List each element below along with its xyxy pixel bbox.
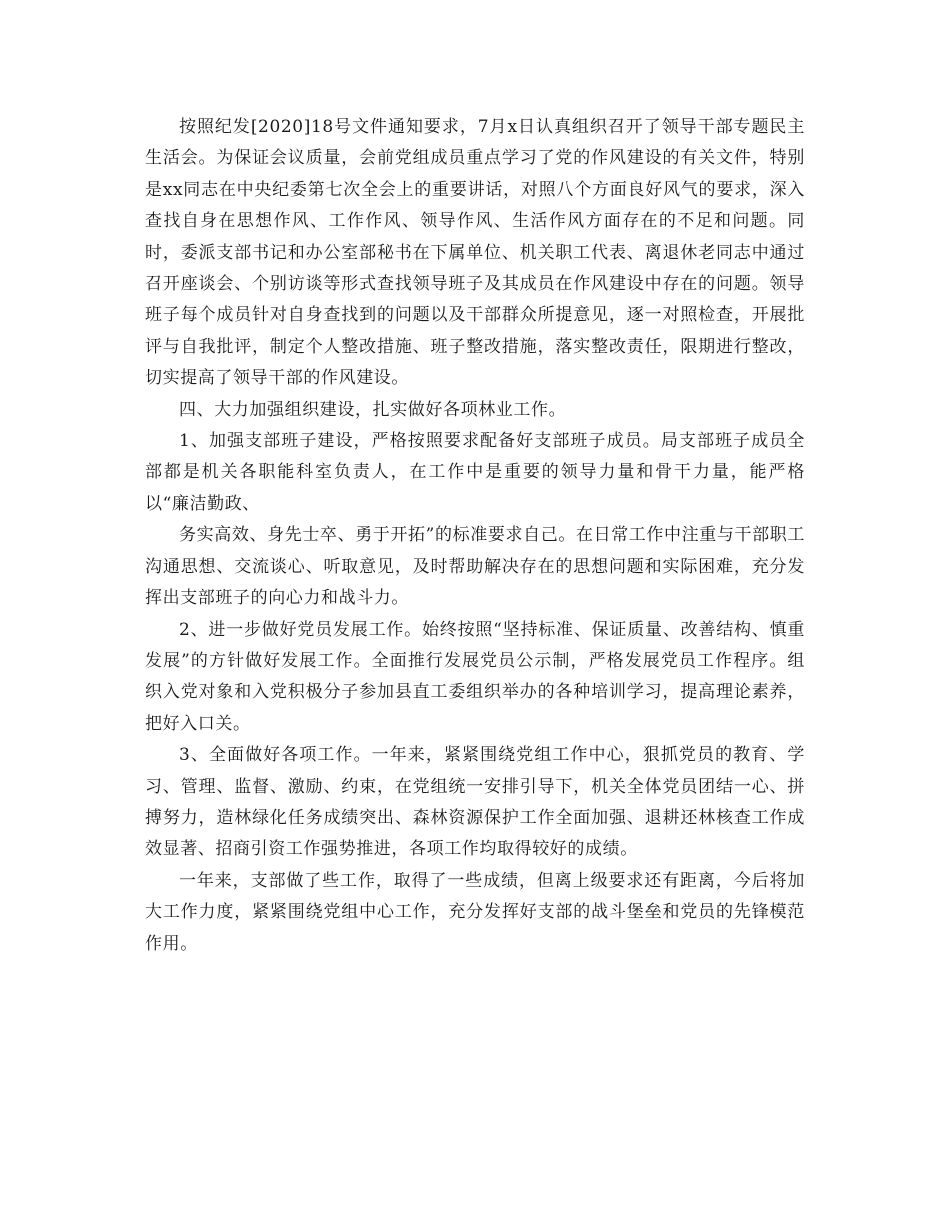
paragraph-party-member-development: 2、进一步做好党员发展工作。始终按照“坚持标准、保证质量、改善结构、慎重发展”的方针做好发展工作。全面推行发展党员公示制，严格发展党员工作程序。组织入党对象和入党积极分子参加县直工委组织举办的各种培训学习，提高理论素养，把好入口关。: [145, 619, 805, 734]
paragraph-branch-team-standards: 务实高效、身先士卒、勇于开拓”的标准要求自己。在日常工作中注重与干部职工沟通思想、交流谈心、听取意见，及时帮助解决存在的思想问题和实际困难，充分发挥出支部班子的向心力和战斗力。: [145, 525, 805, 609]
paragraph-branch-team-building: 1、加强支部班子建设，严格按照要求配备好支部班子成员。局支部班子成员全部都是机关各职能科室负责人，在工作中是重要的领导力量和骨干力量，能严格以“廉洁勤政、: [145, 431, 805, 514]
paragraph-conclusion: 一年来，支部做了些工作，取得了一些成绩，但离上级要求还有距离，今后将加大工作力度，紧紧围绕党组中心工作，充分发挥好支部的战斗堡垒和党员的先锋模范作用。: [145, 870, 805, 954]
paragraph-section-four-heading: 四、大力加强组织建设，扎实做好各项林业工作。: [179, 399, 567, 420]
paragraph-democratic-life-meeting: 按照纪发[2020]18号文件通知要求，7月x日认真组织召开了领导干部专题民主生活会。为保证会议质量，会前党组成员重点学习了党的作风建设的有关文件，特别是xx同志在中央纪委第七次全会上的重要讲话，对照八个方面良好风气的要求，深入查找自身在思想作风、工作作风、领导作风、生活作风方面存在的不足和问题。同时，委派支部书记和办公室部秘书在下属单位、机关职工代表、离退休老同志中通过召开座谈会、个别访谈等形式查找领导班子及其成员在作风建设中存在的问题。领导班子每个成员针对自身查找到的问题以及干部群众所提意见，逐一对照检查，开展批评与自我批评，制定个人整改措施、班子整改措施，落实整改责任，限期进行整改，切实提高了领导干部的作风建设。: [145, 117, 805, 389]
paragraph-overall-work: 3、全面做好各项工作。一年来，紧紧围绕党组工作中心，狠抓党员的教育、学习、管理、监督、激励、约束，在党组统一安排引导下，机关全体党员团结一心、拼搏努力，造林绿化任务成绩突出、森林资源保护工作全面加强、退耕还林核查工作成效显著、招商引资工作强势推进，各项工作均取得较好的成绩。: [145, 745, 805, 860]
